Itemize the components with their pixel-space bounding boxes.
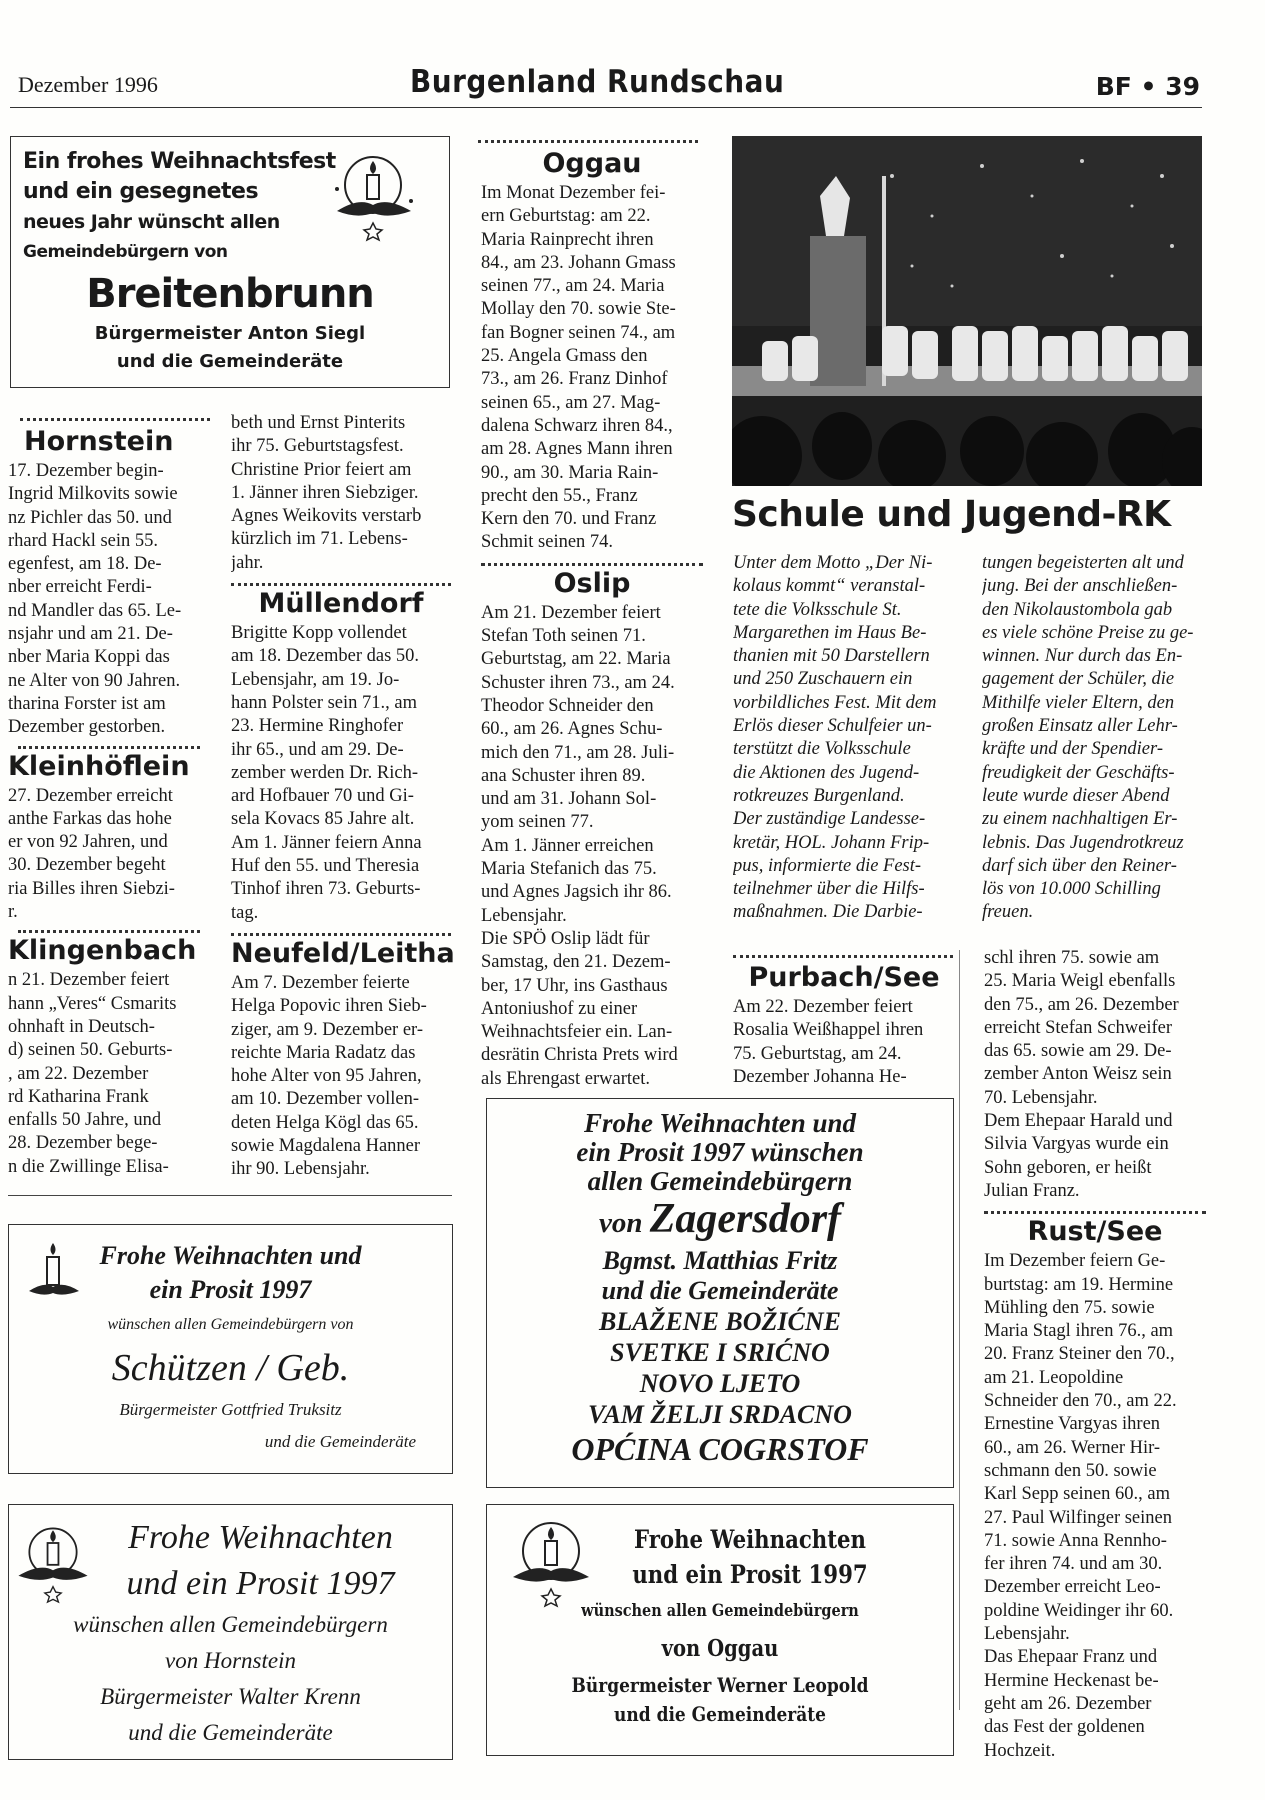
text-line: ria Billes ihren Siebzi- (8, 878, 175, 899)
text-line: schmann den 50. sowie (984, 1460, 1157, 1481)
ad-line: Bürgermeister Gottfried Truksitz (119, 1400, 342, 1419)
text-line: Dezember Johanna He- (733, 1066, 907, 1087)
text-line: Maria Rainprecht ihren (481, 229, 654, 250)
text-line: die Aktionen des Jugend- (733, 762, 920, 783)
text-line: Mollay den 70. sowie Ste- (481, 299, 676, 320)
ad-line: wünschen allen Gemeindebürgern von (107, 1316, 354, 1333)
text-line: darf sich über den Reiner- (982, 855, 1177, 876)
heading-muellendorf: Müllendorf (258, 588, 424, 620)
text-line: Im Dezember feiern Ge- (984, 1251, 1166, 1272)
text-line: freuen. (982, 902, 1034, 923)
text-line: Lebensjahr. (481, 905, 567, 926)
text-line: Antoniushof zu einer (481, 998, 638, 1019)
text-line: Agnes Weikovits verstarb (231, 506, 422, 527)
text-line: teilnehmer über die Hilfs- (733, 879, 925, 900)
text-line: deten Helga Kögl das 65. (231, 1112, 419, 1133)
ad-line: wünschen allen Gemeindebürgern (581, 1601, 859, 1621)
text-line: am 28. Agnes Mann ihren (481, 439, 673, 460)
text-line: tungen begeisterten alt und (982, 553, 1184, 573)
text-line: Dezember gestorben. (8, 717, 166, 738)
ad-line: allen Gemeindebürgern (587, 1166, 853, 1196)
ad-town: Zagersdorf (649, 1196, 842, 1242)
text-line: erreicht Stefan Schweifer (984, 1017, 1172, 1038)
candle-icon (329, 149, 417, 245)
text-line: Maria Stagl ihren 76., am (984, 1321, 1174, 1342)
text-line: lös von 10.000 Schilling (982, 879, 1161, 900)
text-line: seinen 65., am 27. Mag- (481, 392, 661, 413)
text-line: und am 31. Johann Sol- (481, 789, 657, 810)
column-1 (8, 424, 200, 1179)
column-3 (481, 146, 703, 1091)
heading-klingenbach: Klingenbach (8, 935, 197, 967)
text-line: das 65. sowie am 29. De- (984, 1041, 1172, 1062)
text-line: Hermine Heckenast be- (984, 1670, 1159, 1691)
text-line: Hochzeit. (984, 1740, 1056, 1761)
text-line: Theodor Schneider den (481, 695, 654, 716)
text-line: Lebensjahr, am 19. Jo- (231, 669, 400, 690)
text-line: Dezember erreicht Leo- (984, 1577, 1161, 1598)
text-line: Julian Franz. (984, 1180, 1080, 1201)
nikolaus-photo (732, 136, 1202, 486)
text-line: freudigkeit der Geschäfts- (982, 762, 1175, 783)
text-line: vorbildliches Fest. Mit dem (733, 692, 937, 713)
text-line: Weihnachtsfeier ein. Lan- (481, 1022, 673, 1043)
text-line: 30. Dezember begeht (8, 855, 166, 876)
text-line: , am 22. Dezember (8, 1063, 149, 1084)
text-line: anthe Farkas das hohe (8, 808, 172, 829)
text-line: Huf den 55. und Theresia (231, 856, 420, 877)
text-line: Geburtstag, am 22. Maria (481, 649, 671, 670)
text-line: tete die Volksschule St. (733, 599, 902, 620)
text-line: mich den 71., am 28. Juli- (481, 742, 675, 763)
section-rule (8, 1195, 452, 1196)
text-line: reichte Maria Radatz das (231, 1042, 416, 1063)
text-line: r. (8, 902, 18, 923)
text-line: Der zuständige Landesse- (733, 809, 926, 830)
text-rust (984, 1250, 1206, 1763)
text-line: beth und Ernst Pinterits (231, 413, 406, 433)
text-line: 73., am 26. Franz Dinhof (481, 369, 668, 390)
text-line: Am 22. Dezember feiert (733, 997, 913, 1017)
text-line: fer ihren 74. und am 30. (984, 1554, 1163, 1575)
ad-town: Schützen / Geb. (111, 1347, 350, 1389)
headline-schule: Schule und Jugend-RK (732, 494, 1171, 535)
ad-line: Ein frohes Weihnachtsfest (23, 149, 336, 174)
text-line: Christine Prior feiert am (231, 459, 412, 480)
text-line: tharina Forster ist am (8, 693, 166, 714)
text-line: das Fest der goldenen (984, 1717, 1145, 1738)
text-line: 1. Jänner ihren Siebziger. (231, 482, 419, 503)
ad-line: von (598, 1207, 643, 1239)
ad-line: und ein Prosit 1997 (126, 1565, 395, 1602)
text-line: 27. Paul Wilfinger seinen (984, 1507, 1172, 1528)
text-line: Sohn geboren, er heißt (984, 1157, 1152, 1178)
text-line: ihr 65., und am 29. De- (231, 739, 404, 760)
text-line: sela Kovacs 85 Jahre alt. (231, 809, 415, 830)
ad-zagersdorf (486, 1098, 954, 1488)
text-line: 60., am 26. Werner Hir- (984, 1437, 1161, 1458)
text-line: zember Anton Weisz sein (984, 1064, 1172, 1085)
text-line: d) seinen 50. Geburts- (8, 1040, 173, 1061)
separator (733, 955, 953, 958)
text-kleinhoeflein (8, 785, 200, 925)
text-line: nber Maria Koppi das (8, 647, 170, 668)
text-line: Die SPÖ Oslip lädt für (481, 928, 650, 949)
ad-hornstein (8, 1504, 453, 1760)
text-line: Schneider den 70., am 22. (984, 1391, 1177, 1412)
text-line: kolaus kommt“ veranstal- (733, 576, 926, 597)
heading-oggau: Oggau (542, 148, 642, 179)
ad-line: Bgmst. Matthias Fritz (602, 1246, 838, 1275)
ad-line: und die Gemeinderäte (614, 1702, 826, 1726)
text-line: 60., am 26. Agnes Schu- (481, 719, 663, 740)
ad-line: Frohe Weihnachten und (99, 1241, 362, 1270)
text-line: Kern den 70. und Franz (481, 509, 657, 530)
text-line: Margarethen im Haus Be- (733, 622, 927, 643)
newspaper-title: Burgenland Rundschau (410, 64, 785, 100)
ad-line: NOVO LJETO (639, 1369, 801, 1398)
ad-town: von Oggau (661, 1635, 779, 1662)
ad-line: von Hornstein (165, 1648, 296, 1673)
ad-council: und die Gemeinderäte (116, 351, 344, 372)
text-line: Dem Ehepaar Harald und (984, 1111, 1173, 1132)
text-line: zember werden Dr. Rich- (231, 762, 418, 783)
text-line: seinen 77., am 24. Maria (481, 276, 665, 297)
text-line: ziger, am 9. Dezember er- (231, 1019, 424, 1040)
text-line: kräfte und der Spendier- (982, 739, 1163, 760)
text-line: ana Schuster ihren 89. (481, 765, 646, 786)
text-klingenbach (8, 969, 200, 1179)
text-line: 20. Franz Steiner den 70., (984, 1344, 1175, 1365)
text-line: hohe Alter von 95 Jahren, (231, 1066, 422, 1087)
text-line: am 10. Dezember vollen- (231, 1089, 420, 1110)
text-line: precht den 55., Franz (481, 485, 638, 506)
schule-left-column (733, 552, 955, 925)
text-line: nber erreicht Ferdi- (8, 577, 152, 598)
text-neufeld (231, 972, 451, 1182)
text-schule-left (733, 552, 955, 925)
text-line: Brigitte Kopp vollendet (231, 623, 407, 644)
text-line: geht am 26. Dezember (984, 1693, 1152, 1714)
text-line: egenfest, am 18. De- (8, 554, 162, 575)
text-line: Am 1. Jänner feiern Anna (231, 832, 422, 853)
text-line: großen Einsatz aller Lehr- (982, 716, 1178, 737)
ad-line: BLAŽENE BOŽIĆNE (599, 1307, 841, 1336)
text-line: Unter dem Motto „Der Ni- (733, 553, 933, 573)
ad-town: Breitenbrunn (86, 271, 374, 317)
text-line: n 21. Dezember feiert (8, 970, 170, 991)
column-2 (231, 412, 455, 1182)
heading-purbach: Purbach/See (748, 962, 940, 993)
text-line: Tinhof ihren 73. Geburts- (231, 879, 421, 900)
text-line: Silvia Vargyas wurde ein (984, 1134, 1169, 1155)
text-line: Am 21. Dezember feiert (481, 602, 661, 623)
ad-oggau (486, 1504, 954, 1756)
text-line: Schuster ihren 73., am 24. (481, 672, 675, 693)
ad-line: ein Prosit 1997 (149, 1275, 312, 1304)
text-line: 25. Angela Gmass den (481, 346, 648, 367)
text-line: sowie Magdalena Hanner (231, 1136, 421, 1157)
text-line: 17. Dezember begin- (8, 461, 164, 481)
column-purbach (733, 960, 955, 1089)
text-line: Erlös dieser Schulfeier un- (733, 716, 932, 737)
text-line: den Nikolaustombola gab (982, 599, 1173, 620)
text-line: Helga Popovic ihren Sieb- (231, 996, 427, 1017)
text-line: 90., am 30. Maria Rain- (481, 462, 659, 483)
text-line: ohnhaft in Deutsch- (8, 1016, 155, 1037)
ad-schuetzen (8, 1224, 453, 1474)
ad-line: und ein gesegnetes (23, 179, 259, 204)
text-line: ihr 75. Geburtstagsfest. (231, 436, 404, 457)
heading-hornstein: Hornstein (24, 426, 174, 457)
text-line: jahr. (231, 552, 264, 573)
text-line: hann Polster sein 71., am (231, 692, 418, 713)
text-line: nd Mandler das 65. Le- (8, 600, 182, 621)
text-line: am 18. Dezember das 50. (231, 646, 420, 667)
text-line: gagement der Schüler, die (982, 669, 1175, 690)
text-line: 75. Geburtstag, am 24. (733, 1043, 902, 1064)
text-line: 28. Dezember bege- (8, 1133, 158, 1154)
text-hornstein (8, 460, 200, 740)
column-rule (959, 950, 960, 1710)
text-line: lebnis. Das Jugendrotkreuz (982, 832, 1184, 853)
text-line: den 75., am 26. Dezember (984, 994, 1179, 1015)
ad-line: und ein Prosit 1997 (632, 1560, 868, 1589)
text-line: poldine Weidinger ihr 60. (984, 1600, 1174, 1621)
heading-rust: Rust/See (1027, 1216, 1163, 1248)
text-line: desrätin Christa Prets wird (481, 1045, 678, 1066)
ad-line: VAM ŽELJI SRDACNO (588, 1400, 852, 1429)
stage-image (732, 136, 1202, 486)
separator (478, 140, 698, 143)
text-line: Rosalia Weißhappel ihren (733, 1020, 924, 1041)
text-line: winnen. Nur durch das En- (982, 646, 1183, 667)
text-line: Karl Sepp seinen 60., am (984, 1484, 1170, 1505)
text-line: maßnahmen. Die Darbie- (733, 902, 923, 923)
heading-neufeld: Neufeld/Leitha (231, 937, 455, 969)
text-line: Lebensjahr. (984, 1624, 1070, 1645)
candle-icon (27, 1239, 81, 1303)
text-line: Im Monat Dezember fei- (481, 183, 666, 203)
header-rule (10, 107, 1202, 108)
text-line: leute wurde dieser Abend (982, 785, 1170, 806)
text-line: Am 7. Dezember feierte (231, 972, 410, 993)
text-line: Mühling den 75. sowie (984, 1297, 1155, 1318)
text-line: Am 1. Jänner erreichen (481, 835, 654, 856)
text-line: als Ehrengast erwartet. (481, 1068, 650, 1089)
text-line: thanien mit 50 Darstellern (733, 646, 930, 667)
text-line: kürzlich im 71. Lebens- (231, 529, 408, 550)
ad-breitenbrunn (10, 136, 450, 388)
text-line: rd Katharina Frank (8, 1086, 149, 1107)
heading-kleinhoeflein: Kleinhöflein (8, 750, 190, 782)
text-line: enfalls 50 Jahre, und (8, 1110, 162, 1131)
heading-oslip: Oslip (553, 567, 631, 599)
text-line: rhard Hackl sein 55. (8, 530, 159, 551)
text-line: Mithilfe vieler Eltern, den (982, 692, 1175, 713)
text-line: rotkreuzes Burgenland. (733, 785, 905, 806)
ad-line: Bürgermeister Walter Krenn (100, 1684, 361, 1709)
ad-line: und die Gemeinderäte (128, 1720, 333, 1745)
text-line: dalena Schwarz ihren 84., (481, 415, 673, 436)
ad-line: OPĆINA COGRSTOF (571, 1431, 869, 1467)
text-line: tag. (231, 902, 259, 923)
text-line: ber, 17 Uhr, ins Gasthaus (481, 975, 668, 996)
text-line: Das Ehepaar Franz und (984, 1647, 1158, 1668)
ad-line: wünschen allen Gemeindebürgern (73, 1612, 388, 1637)
text-line: Stefan Toth seinen 71. (481, 626, 646, 647)
text-line: und Agnes Jagsich ihr 86. (481, 882, 672, 903)
text-line: 84., am 23. Johann Gmass (481, 252, 676, 273)
text-line: er von 92 Jahren, und (8, 832, 168, 853)
text-line: Samstag, den 21. Dezem- (481, 952, 671, 973)
ad-line: Frohe Weihnachten (633, 1525, 867, 1554)
text-line: ihr 90. Lebensjahr. (231, 1159, 370, 1180)
text-line: 27. Dezember erreicht (8, 785, 173, 806)
text-line: yom seinen 77. (481, 812, 594, 833)
text-line: fan Bogner seinen 74., am (481, 322, 676, 343)
text-line: schl ihren 75. sowie am (984, 948, 1160, 968)
text-line: es viele schöne Preise zu ge- (982, 622, 1194, 643)
text-line: jung. Bei der anschließen- (982, 576, 1178, 597)
page-number: BF • 39 (1095, 72, 1200, 101)
text-line: ne Alter von 90 Jahren. (8, 670, 181, 691)
text-line: terstützt die Volksschule (733, 739, 911, 760)
text-line: 71. sowie Anna Rennho- (984, 1530, 1167, 1551)
text-oslip (481, 602, 703, 1091)
ad-line: SVETKE I SRIĆNO (610, 1338, 830, 1367)
text-line: 70. Lebensjahr. (984, 1087, 1098, 1108)
ad-line: Bürgermeister Werner Leopold (571, 1673, 869, 1697)
text-line: n die Zwillinge Elisa- (8, 1156, 169, 1177)
text-line: zu einem nachhaltigen Er- (982, 809, 1178, 830)
text-purbach (733, 996, 955, 1089)
text-line: Ernestine Vargyas ihren (984, 1414, 1161, 1435)
text-line: Ingrid Milkovits sowie (8, 484, 178, 505)
ad-line: und die Gemeinderäte (264, 1432, 416, 1451)
text-muellendorf (231, 622, 451, 925)
ad-mayor: Bürgermeister Anton Siegl (94, 323, 366, 344)
text-line: ern Geburtstag: am 22. (481, 206, 651, 227)
text-line: nz Pichler das 50. und (8, 507, 172, 528)
text-purbach-cont (984, 947, 1206, 1203)
text-line: nsjahr und am 21. De- (8, 624, 173, 645)
text-line: ard Hofbauer 70 und Gi- (231, 786, 414, 807)
issue-date: Dezember 1996 (18, 72, 158, 97)
text-line: burtstag: am 19. Hermine (984, 1274, 1174, 1295)
text-line: und 250 Zuschauern ein (733, 669, 913, 690)
text-line: 23. Hermine Ringhofer (231, 716, 404, 737)
text-line: 25. Maria Weigl ebenfalls (984, 971, 1176, 992)
text-line: Schmit seinen 74. (481, 532, 614, 553)
text-line: hann „Veres“ Csmarits (8, 993, 177, 1014)
text-line: pus, informierte die Fest- (733, 855, 922, 876)
ad-line: Frohe Weihnachten und (583, 1108, 857, 1138)
text-line: kretär, HOL. Johann Frip- (733, 832, 930, 853)
ad-line: und die Gemeinderäte (601, 1276, 839, 1305)
column-6 (984, 947, 1206, 1763)
text-line: am 21. Leopoldine (984, 1367, 1124, 1388)
candle-icon (13, 1515, 93, 1611)
text-schule-right (982, 552, 1204, 925)
ad-line: ein Prosit 1997 wünschen (576, 1137, 864, 1167)
schule-right-column (982, 552, 1204, 925)
text-hornstein-cont (231, 412, 451, 575)
separator (20, 418, 210, 421)
text-oggau (481, 182, 703, 555)
ad-line: Gemeindebürgern von (23, 242, 228, 262)
ad-line: neues Jahr wünscht allen (23, 211, 280, 233)
text-line: Maria Stefanich das 75. (481, 859, 657, 880)
ad-line: Frohe Weihnachten (128, 1519, 393, 1556)
